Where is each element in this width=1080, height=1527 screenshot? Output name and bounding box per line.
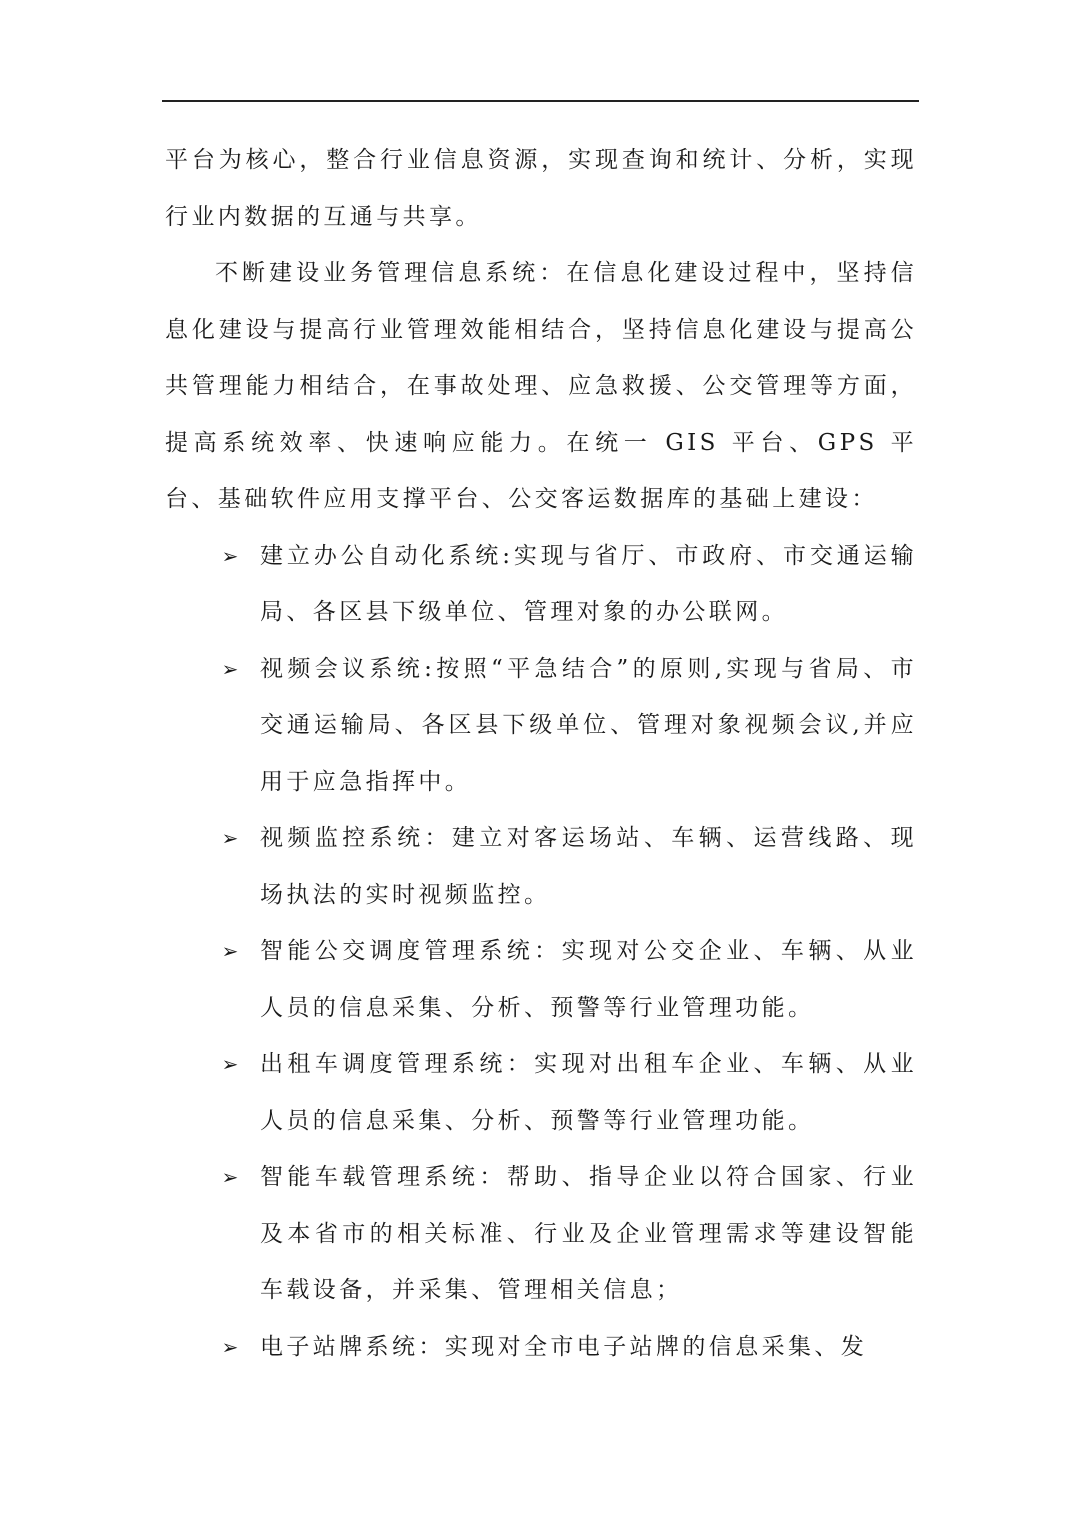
main-paragraph: 不断建设业务管理信息系统：在信息化建设过程中，坚持信息化建设与提高行业管理效能相结合，坚持信息化建设与提高公共管理能力相结合，在事故处理、应急救援、公交管理等方面，提高系统效率、快速响应能力。在统一 GIS 平台、GPS 平台、基础软件应用支撑平台、公交客运数据库的基础上建设：: [165, 260, 917, 512]
list-item: [165, 1036, 917, 1149]
intro-paragraph: 平台为核心，整合行业信息资源，实现查询和统计、分析，实现行业内数据的互通与共享。: [165, 147, 917, 230]
list-item: [165, 641, 917, 811]
list-item-text: 出租车调度管理系统：实现对出租车企业、车辆、从业人员的信息采集、分析、预警等行业管理功能。: [260, 1051, 917, 1134]
arrow-bullet-icon: ➢: [221, 543, 239, 568]
list-item-text: 智能公交调度管理系统：实现对公交企业、车辆、从业人员的信息采集、分析、预警等行业管理功能。: [260, 938, 917, 1021]
arrow-bullet-icon: ➢: [221, 1052, 239, 1076]
header-rule: [162, 100, 919, 102]
list-item: [165, 1149, 917, 1319]
list-item: [165, 528, 917, 641]
list-item-text: 视频会议系统:按照“平急结合”的原则,实现与省局、市交通运输局、各区县下级单位、管理对象视频会议,并应用于应急指挥中。: [260, 655, 917, 795]
system-list: [165, 528, 917, 1376]
list-item-text: 建立办公自动化系统:实现与省厅、市政府、市交通运输局、各区县下级单位、管理对象的办公联网。: [260, 542, 917, 625]
document-body: [165, 132, 917, 1375]
list-item: [165, 810, 917, 923]
arrow-bullet-icon: ➢: [221, 939, 239, 963]
list-item-text: 视频监控系统：建立对客运场站、车辆、运营线路、现场执法的实时视频监控。: [260, 825, 917, 908]
arrow-bullet-icon: ➢: [221, 1165, 239, 1189]
arrow-bullet-icon: ➢: [221, 1334, 239, 1359]
arrow-bullet-icon: ➢: [221, 656, 239, 681]
list-item: [165, 1319, 917, 1376]
list-item: [165, 923, 917, 1036]
list-item-text: 智能车载管理系统：帮助、指导企业以符合国家、行业及本省市的相关标准、行业及企业管理需求等建设智能车载设备，并采集、管理相关信息；: [260, 1164, 917, 1303]
list-item-text: 电子站牌系统：实现对全市电子站牌的信息采集、发: [260, 1333, 868, 1360]
arrow-bullet-icon: ➢: [221, 826, 239, 850]
